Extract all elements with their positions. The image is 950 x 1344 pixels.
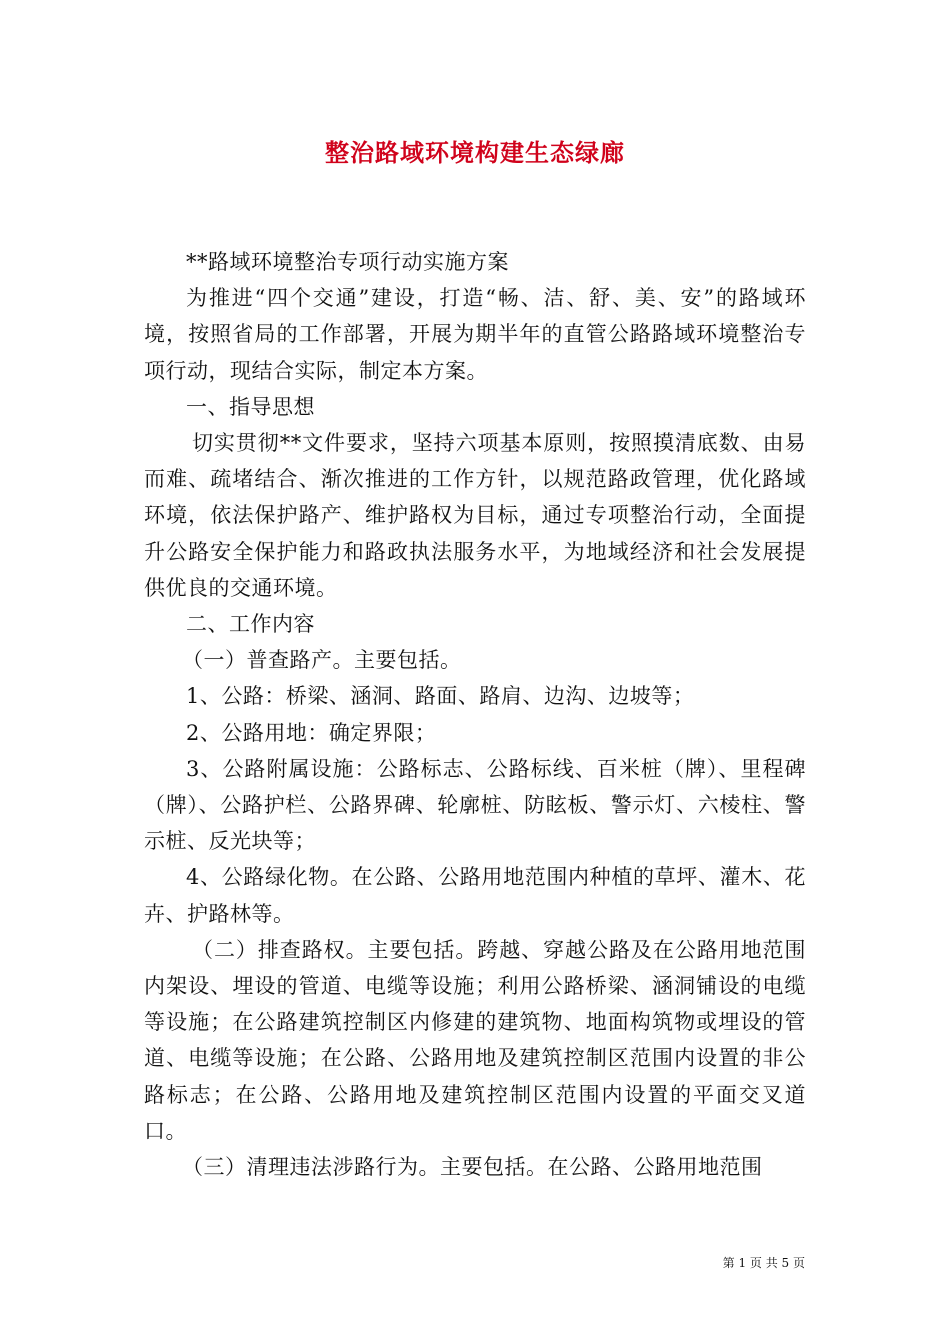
intro-paragraph: 为推进“四个交通”建设，打造“畅、洁、舒、美、安”的路域环境，按照省局的工作部署，开展为期半年的直管公路路域环境整治专项行动，现结合实际，制定本方案。 <box>144 286 806 383</box>
plan-heading: **路域环境整治专项行动实施方案 <box>186 250 509 274</box>
guiding-thought-paragraph: 切实贯彻**文件要求，坚持六项基本原则，按照摸清底数、由易而难、疏堵结合、渐次推进的工作方针，以规范路政管理，优化路域环境，依法保护路产、维护路权为目标，通过专项整治行动，全面提升公路安全保护能力和路政执法服务水平，为地域经济和社会发展提供优良的交通环境。 <box>144 431 806 600</box>
list-item-road-facilities: 3、公路附属设施：公路标志、公路标线、百米桩（牌）、里程碑（牌）、公路护栏、公路界碑、轮廓桩、防眩板、警示灯、六棱柱、警示桩、反光块等； <box>144 756 806 854</box>
list-item-road: 1、公路：桥梁、涵洞、路面、路肩、边沟、边坡等； <box>186 684 695 709</box>
list-item-road-greenery: 4、公路绿化物。在公路、公路用地范围内种植的草坪、灌木、花卉、护路林等。 <box>144 865 806 926</box>
document-body <box>144 244 806 1185</box>
subsection-check-road-rights: （二）排查路权。主要包括。跨越、穿越公路及在公路用地范围内架设、埋设的管道、电缆等设施；利用公路桥梁、涵洞铺设的电缆等设施；在公路建筑控制区内修建的建筑物、地面构筑物或埋设的管道、电缆等设施；在公路、公路用地及建筑控制区范围内设置的非公路标志；在公路、公路用地及建筑控制区范围内设置的平面交叉道口。 <box>144 937 806 1143</box>
list-item-road-land: 2、公路用地：确定界限； <box>186 720 437 745</box>
page-number: 第 1 页 共 5 页 <box>722 1256 805 1270</box>
section-heading-work-content: 二、工作内容 <box>186 612 315 637</box>
section-heading-guiding-thought: 一、指导思想 <box>186 394 315 419</box>
subsection-survey-road-assets: （一）普查路产。主要包括。 <box>182 648 462 673</box>
document-title: 整治路域环境构建生态绿廊 <box>325 138 625 167</box>
subsection-clean-violations: （三）清理违法涉路行为。主要包括。在公路、公路用地范围 <box>182 1155 763 1180</box>
